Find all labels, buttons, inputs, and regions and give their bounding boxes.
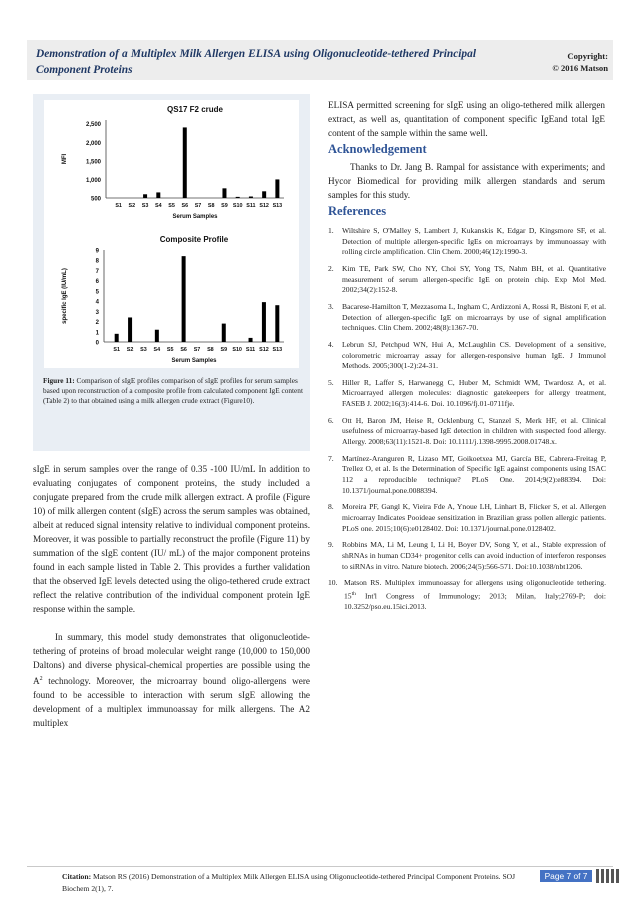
reference-item [328, 454, 606, 496]
bar-s4 [155, 330, 159, 342]
reference-text: Moreira PF, Gangl K, Vieira Fde A, Ynoue LH, Linhart B, Flicker S, et al. Allergen microarray Indicates Pooideae sensitization in Brazilian grass pollen allergic patients. PLoS one. 2015;10(6):e0128402. Doi: 10.1371/journal.pone.0128402. [342, 502, 606, 533]
x-tick-label: S5 [168, 203, 175, 209]
y-tick-label: 4 [95, 299, 99, 306]
x-tick-label: S12 [259, 347, 269, 353]
bar-s12 [262, 191, 266, 198]
reference-text: Ott H, Baron JM, Heise R, Ocklenburg C, Stanzel S, Merk HF, et al. Clinical usefulness of microarray-based IgE detection in children with suspected food allergy. Allergy. 2008;63(11):1521-8. Doi: 10.1111/j.1398-9995.2008.01748.x. [342, 415, 606, 447]
reference-text: Robbins MA, Li M, Leung I, Li H, Boyer DV, Song Y, et al., Stable expression of shRNAs in human CD34+ progenitor cells can avoid induction of interferon responses to siRNAs in vitro. Nature biotech. 2006;24(5):566-571. Doi:10.1038/nbt1206. [342, 540, 606, 571]
caption-text: Comparison of sIgE profiles comparison of sIgE profiles for serum samples based upon reconstruction of a composite profile from calculated component IgE content (Table 2) to that obtained using a milk allergen crude extract (Figure10). [43, 376, 303, 405]
x-tick-label: S7 [193, 347, 201, 353]
x-tick-label: S4 [155, 203, 162, 209]
x-tick-label: S10 [232, 203, 243, 209]
bar-s3 [143, 194, 147, 198]
acknowledgement-heading: Acknowledgement [328, 142, 427, 156]
x-axis-label: Serum Samples [171, 358, 217, 364]
reference-number: 10. [328, 578, 338, 588]
reference-item [328, 302, 606, 334]
reference-text: Wiltshire S, O'Malley S, Lambert J, Kukanskis K, Edgar D, Kingsmore SF, et al. Detection of multiple allergen-specific IgEs on microarrays by immunoassay with rolling circle amplification. Clin Chem. 2000;46(12):1990-3. [342, 226, 606, 257]
citation-label: Citation: [62, 872, 92, 881]
copyright-label: Copyright: [567, 51, 608, 61]
y-tick-label: 2,500 [85, 122, 101, 129]
x-tick-label: S4 [153, 347, 161, 353]
right-intro-paragraph: ELISA permitted screening for sIgE using an oligo-tethered milk allergen extract, as well as, quantitation of component specific IgEand total IgE content of the sample within the same well. [328, 100, 605, 138]
reference-text: Kim TE, Park SW, Cho NY, Choi SY, Yong TS, Nahm BH, et al. Quantitative measurement of serum allergen-specific IgE on protein chip. Exp Mol Med. 2002;34(2):152-8. [342, 263, 606, 295]
bar-s11 [249, 338, 253, 342]
y-tick-label: 9 [95, 248, 99, 255]
x-tick-label: S2 [128, 203, 136, 209]
x-tick-label: S8 [207, 203, 215, 209]
reference-item [328, 502, 606, 534]
reference-number: 9. [328, 540, 334, 550]
bar-s1 [115, 334, 119, 342]
bar-s9 [222, 324, 226, 342]
reference-text-a: Matson RS. Multiplex immunoassay for allergens using oligonucleotide tethering. 15 [344, 578, 606, 601]
left-column [33, 462, 310, 730]
y-tick-label: 1,500 [85, 159, 101, 166]
x-tick-label: S3 [140, 347, 147, 353]
y-tick-label: 6 [95, 279, 99, 286]
reference-number: 1. [328, 226, 334, 235]
decorative-bars-icon [596, 869, 622, 883]
reference-number: 3. [328, 301, 334, 311]
x-tick-label: S2 [126, 347, 134, 353]
y-tick-label: 8 [95, 258, 99, 265]
reference-number: 5. [328, 377, 334, 387]
figure-caption [43, 376, 305, 406]
y-tick-label: 1,000 [85, 177, 101, 184]
bar-s2 [128, 317, 132, 342]
copyright-year: © 2016 Matson [552, 63, 608, 73]
reference-text: Lebrun SJ, Petchpud WN, Hui A, McLaughlin CS. Development of a sensitive, colorometric microarray assay for allergen-responsive human IgE. J Immunol Methods. 2005;300(1-2):24-31. [342, 339, 606, 371]
x-tick-label: S1 [115, 203, 122, 209]
reference-item [328, 264, 606, 296]
y-tick-label: 500 [90, 196, 101, 203]
y-tick-label: 1 [95, 330, 99, 337]
x-tick-label: S3 [141, 203, 149, 209]
chart-title: QS17 F2 crude [166, 105, 224, 114]
summary-text-b: technology. Moreover, the microarray bound oligo-allergens were found to be accessible to interaction with serum sIgE allowing the development of a multiplex immunoassay for milk allergens. The A2 multiplex [33, 676, 310, 729]
x-tick-label: S11 [245, 347, 256, 353]
references-heading: References [328, 204, 387, 218]
figure-image-area [44, 100, 299, 368]
reference-list [328, 226, 606, 619]
citation-text: Matson RS (2016) Demonstration of a Multiplex Milk Allergen ELISA using Oligonucleotide-tethered Principal Component Proteins. SOJ Biochem 2(1), 7. [62, 872, 516, 893]
y-tick-label: 5 [95, 289, 99, 296]
x-tick-label: S10 [232, 347, 242, 353]
x-tick-label: S9 [221, 203, 228, 209]
summary-text-a: In summary, this model study demonstrates that oligonucleotide-tethering of proteins of broad molecular weight range (10,000 to 150,000 Daltons) and diverse physical-chemical properties are possible using the A [33, 632, 310, 687]
x-tick-label: S5 [166, 347, 174, 353]
footer-divider [27, 866, 613, 867]
running-title: Demonstration of a Multiplex Milk Allergen ELISA using Oligonucleotide-tethered Principal Component Proteins [36, 48, 476, 76]
bar-s11 [249, 197, 253, 198]
acknowledgement-text: Thanks to Dr. Jang B. Rampal for assistance with experiments; and Hycor Biomedical for providing milk allergen standards and serum samples for this study. [328, 162, 605, 200]
bar-s4 [156, 192, 160, 198]
bar-s12 [262, 302, 266, 342]
y-axis-label: MFI [62, 153, 68, 165]
bar-s6 [182, 256, 186, 342]
x-tick-label: S11 [246, 203, 256, 209]
body-paragraph: sIgE in serum samples over the range of 0.35 -100 IU/mL In addition to evaluating conjugates of component proteins, the study included a conjugate prepared from the crude milk allergen extract. A profile (Figure 10) of milk allergen content (sIgE) across the serum samples was obtained, albeit at reduced signal intensity relative to individual component proteins. Moreover, it was possible to partially reconstruct the profile (Figure 11) by summation of the sIgE content (IU/ mL) of the major component proteins found in each sample listed in Table 2. This provides a further validation that the observed IgE levels detected using the oligo-tethered crude extract reflect the relative contribution of the individual component protein IgE response within the sample. [33, 464, 310, 614]
x-tick-label: S9 [220, 347, 228, 353]
chart-title: Composite Profile [159, 235, 229, 244]
reference-text: Bacarese-Hamilton T, Mezzasoma L, Ingham C, Ardizzoni A, Rossi R, Bistoni F, et al. Detection of allergen-specific IgE on microarrays by use of signal amplification techniques. Clin Chem. 2002;48(8):1367-70. [342, 301, 606, 333]
y-tick-label: 3 [95, 309, 99, 316]
x-tick-label: S12 [259, 203, 269, 209]
reference-item [328, 540, 606, 572]
x-tick-label: S1 [113, 347, 120, 353]
reference-number: 4. [328, 339, 334, 349]
reference-item [328, 340, 606, 372]
y-tick-label: 2 [95, 320, 99, 327]
x-tick-label: S13 [272, 203, 283, 209]
reference-item [328, 226, 606, 258]
reference-item [328, 378, 606, 410]
reference-superscript: th [351, 590, 356, 597]
reference-number: 6. [328, 415, 334, 425]
x-tick-label: S8 [207, 347, 214, 353]
bar-s6 [183, 127, 187, 198]
y-tick-label: 7 [95, 268, 99, 275]
bar-s10 [236, 197, 240, 198]
y-axis-label: specific IgE (IU/mL) [62, 268, 68, 324]
bar-s13 [275, 179, 279, 198]
figure-11-charts [44, 100, 299, 368]
x-tick-label: S6 [181, 203, 189, 209]
reference-text: Hiller R, Laffer S, Harwanegg C, Huber M, Schmidt WM, Twardosz A, et al. Microarrayed allergen molecules: diagnostic gatekeepers for allergy treatment, FASEB J. 2002;16(3):414-6. Doi. 10.1096/fj.01-0711fje. [342, 377, 606, 409]
y-tick-label: 0 [95, 340, 99, 347]
page-number-badge: Page 7 of 7 [540, 870, 592, 882]
summary-superscript: 2 [39, 676, 43, 682]
reference-item [328, 578, 606, 612]
citation [62, 871, 532, 895]
copyright-block [552, 50, 608, 74]
x-tick-label: S7 [194, 203, 202, 209]
bar-s13 [275, 305, 279, 342]
reference-item [328, 416, 606, 448]
reference-text-b: Int'l Congress of Immunology; 2013; Milan, Italy;2769-P; doi: 10.3252/pso.eu.15ici.2013. [344, 591, 606, 612]
x-tick-label: S13 [272, 347, 283, 353]
x-tick-label: S6 [180, 347, 187, 353]
x-axis-label: Serum Samples [172, 214, 218, 220]
reference-number: 7. [328, 453, 334, 463]
bar-s9 [222, 188, 226, 198]
reference-number: 2. [328, 263, 334, 273]
y-tick-label: 2,000 [85, 140, 101, 147]
caption-label: Figure 11: [43, 376, 75, 385]
reference-number: 8. [328, 502, 334, 512]
body-paragraph-summary [33, 630, 310, 730]
reference-text: Martínez-Aranguren R, Lizaso MT, Goikoetxea MJ, García BE, Cabrera-Freitag P, Trellez O, et al. Is the Determination of Specific IgE against components using ISAC 112 a reproducible technique? PLoS One. 2014;9(2):e88394. Doi: 10.1371/journal.pone.0088394. [342, 453, 606, 495]
